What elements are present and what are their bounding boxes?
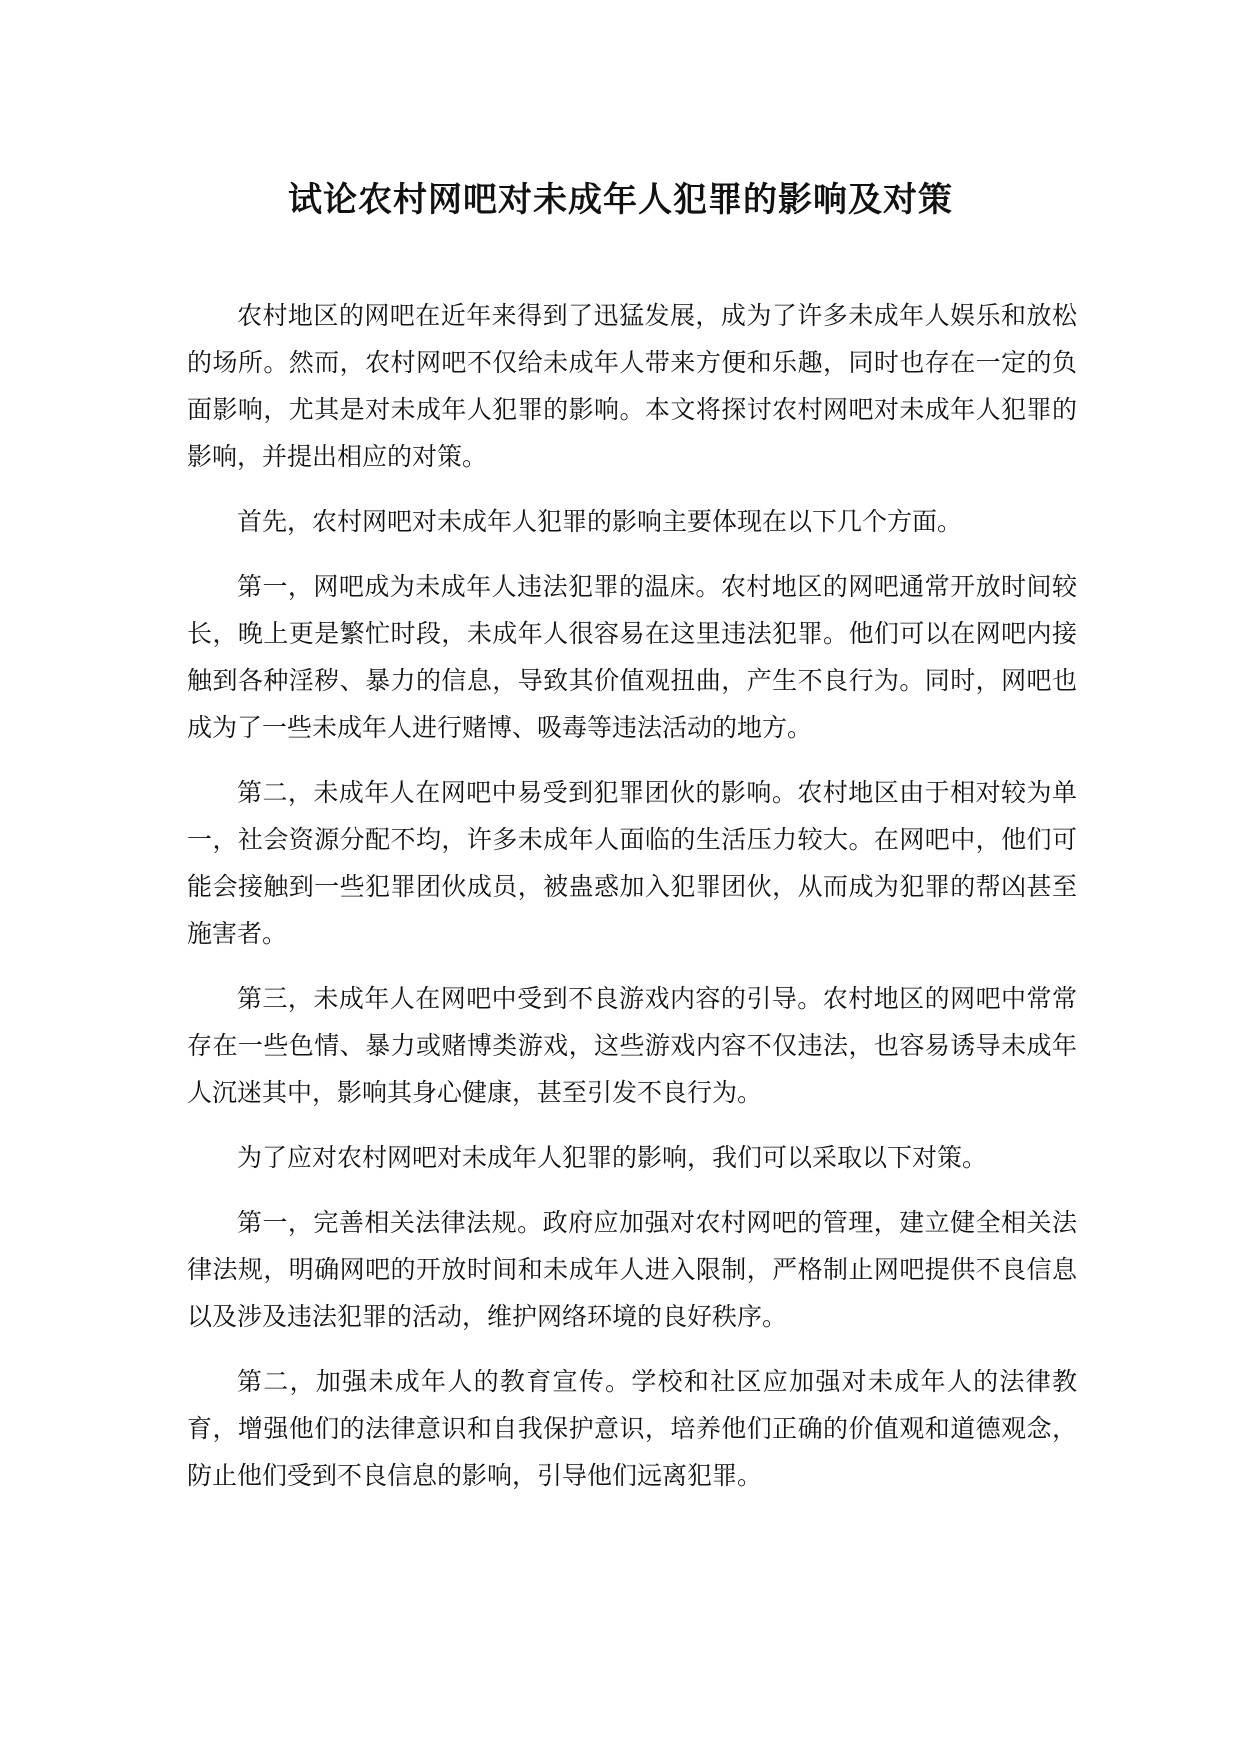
paragraph-measure-1: 第一，完善相关法律法规。政府应加强对农村网吧的管理，建立健全相关法律法规，明确网吧的开放时间和未成年人进入限制，严格制止网吧提供不良信息以及涉及违法犯罪的活动，维护网络环境的良好秩序。	[187, 1208, 1077, 1331]
paragraph-overview: 首先，农村网吧对未成年人犯罪的影响主要体现在以下几个方面。	[237, 507, 963, 536]
paragraph-intro: 农村地区的网吧在近年来得到了迅猛发展，成为了许多未成年人娱乐和放松的场所。然而，农村网吧不仅给未成年人带来方便和乐趣，同时也存在一定的负面影响，尤其是对未成年人犯罪的影响。本文将探讨农村网吧对未成年人犯罪的影响，并提出相应的对策。	[187, 301, 1077, 471]
document-body	[187, 292, 1077, 1517]
paragraph-impact-2: 第二，未成年人在网吧中易受到犯罪团伙的影响。农村地区由于相对较为单一，社会资源分配不均，许多未成年人面临的生活压力较大。在网吧中，他们可能会接触到一些犯罪团伙成员，被蛊惑加入犯罪团伙，从而成为犯罪的帮凶甚至施害者。	[187, 778, 1077, 948]
paragraph-impact-3: 第三，未成年人在网吧中受到不良游戏内容的引导。农村地区的网吧中常常存在一些色情、暴力或赌博类游戏，这些游戏内容不仅违法，也容易诱导未成年人沉迷其中，影响其身心健康，甚至引发不良行为。	[187, 984, 1077, 1107]
paragraph-impact-1: 第一，网吧成为未成年人违法犯罪的温床。农村地区的网吧通常开放时间较长，晚上更是繁忙时段，未成年人很容易在这里违法犯罪。他们可以在网吧内接触到各种淫秽、暴力的信息，导致其价值观扭曲，产生不良行为。同时，网吧也成为了一些未成年人进行赌博、吸毒等违法活动的地方。	[187, 572, 1077, 742]
paragraph-measure-2: 第二，加强未成年人的教育宣传。学校和社区应加强对未成年人的法律教育，增强他们的法律意识和自我保护意识，培养他们正确的价值观和道德观念，防止他们受到不良信息的影响，引导他们远离犯罪。	[187, 1367, 1077, 1490]
paragraph-measures-intro: 为了应对农村网吧对未成年人犯罪的影响，我们可以采取以下对策。	[237, 1143, 988, 1172]
document-title: 试论农村网吧对未成年人犯罪的影响及对策	[288, 180, 953, 220]
